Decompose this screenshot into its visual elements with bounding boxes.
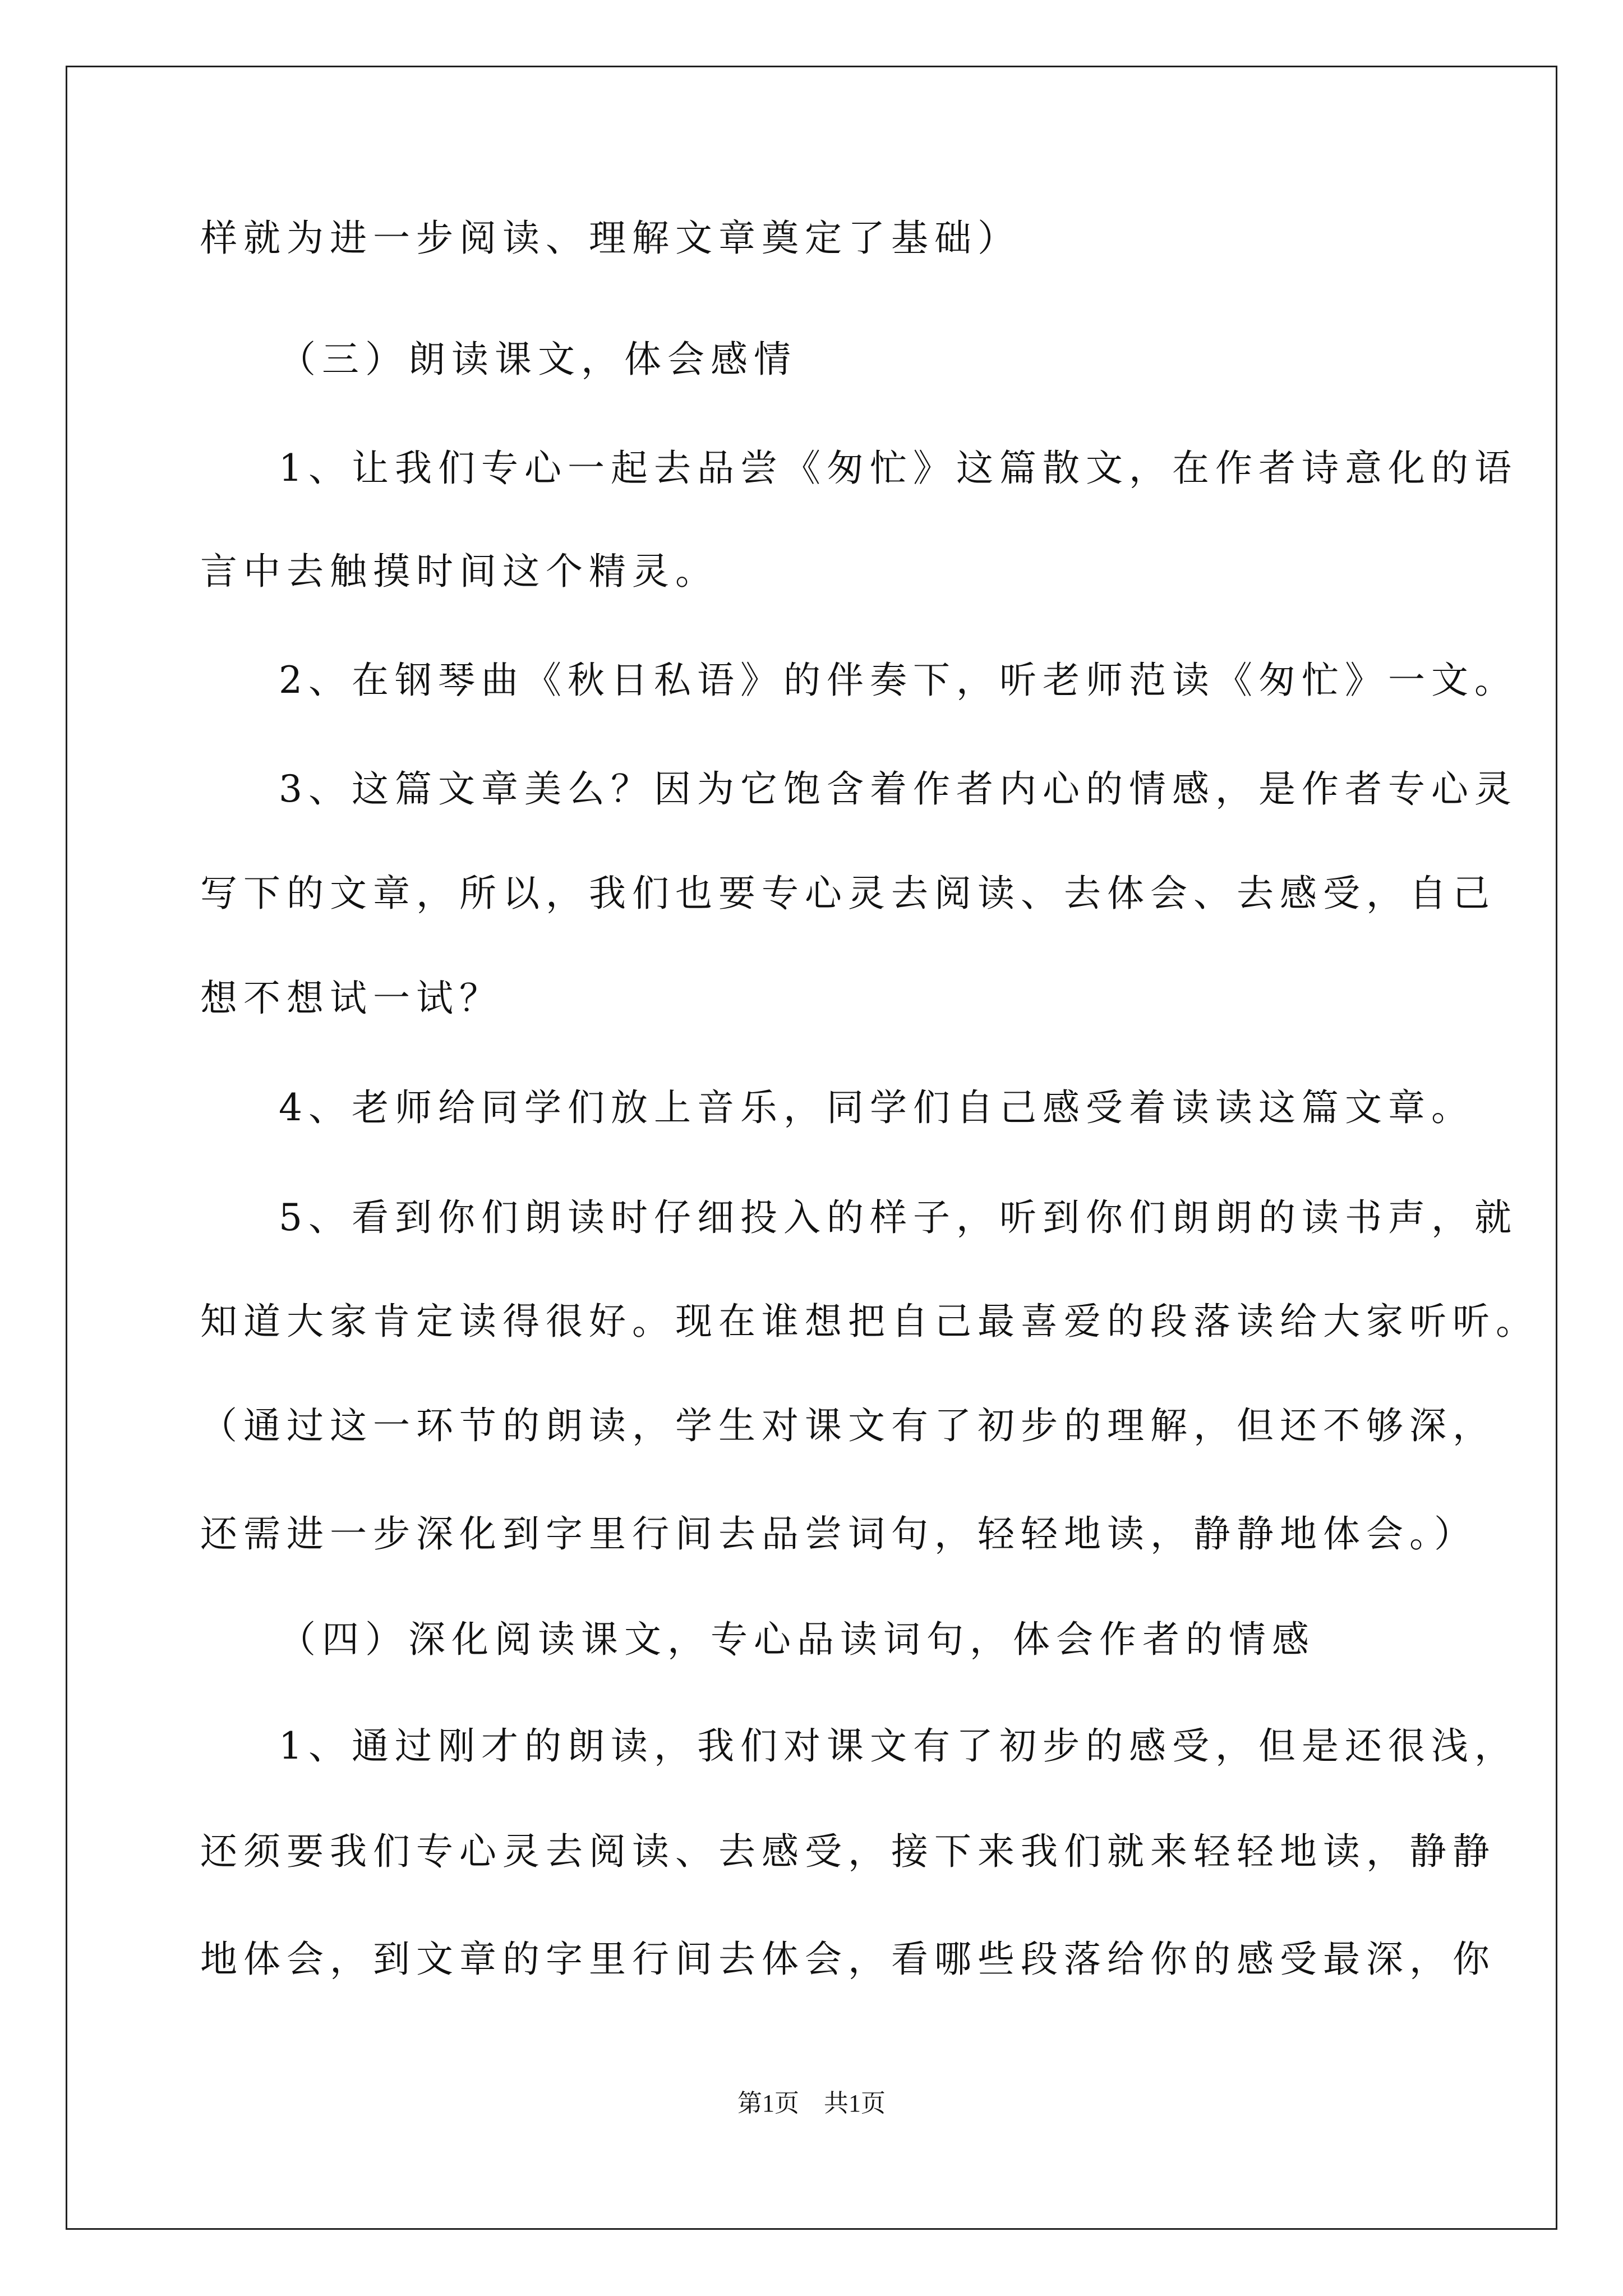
text-line: 3、这篇文章美么？因为它饱含着作者内心的情感，是作者专心灵 (279, 767, 1518, 811)
text-line: 5、看到你们朗读时仔细投入的样子，听到你们朗朗的读书声，就 (279, 1196, 1518, 1239)
text-line: 知道大家肯定读得很好。现在谁想把自己最喜爱的段落读给大家听听。 (200, 1300, 1539, 1343)
text-line: 写下的文章，所以，我们也要专心灵去阅读、去体会、去感受，自己 (200, 872, 1496, 915)
text-line: 言中去触摸时间这个精灵。 (200, 550, 718, 593)
text-line: 2、在钢琴曲《秋日私语》的伴奏下，听老师范读《匆忙》一文。 (279, 659, 1518, 702)
text-line: 4、老师给同学们放上音乐，同学们自己感受着读读这篇文章。 (279, 1086, 1474, 1129)
text-line: 1、让我们专心一起去品尝《匆忙》这篇散文，在作者诗意化的语 (279, 447, 1518, 490)
page-number: 第1页 共1页 (737, 2090, 886, 2117)
text-line: 地体会，到文章的字里行间去体会，看哪些段落给你的感受最深，你 (200, 1938, 1496, 1981)
page-border (66, 66, 1557, 2230)
text-line: 还须要我们专心灵去阅读、去感受，接下来我们就来轻轻地读，静静 (200, 1830, 1496, 1873)
section-heading: （三）朗读课文，体会感情 (279, 338, 797, 381)
text-line: 1、通过刚才的朗读，我们对课文有了初步的感受，但是还很浅， (279, 1724, 1518, 1768)
section-heading: （四）深化阅读课文，专心品读词句，体会作者的情感 (279, 1618, 1315, 1661)
text-line: 想不想试一试？ (200, 977, 502, 1020)
text-line: 还需进一步深化到字里行间去品尝词句，轻轻地读，静静地体会。） (200, 1512, 1477, 1556)
text-line: （通过这一环节的朗读，学生对课文有了初步的理解，但还不够深， (200, 1404, 1496, 1447)
text-line: 样就为进一步阅读、理解文章奠定了基础） (200, 217, 1021, 260)
